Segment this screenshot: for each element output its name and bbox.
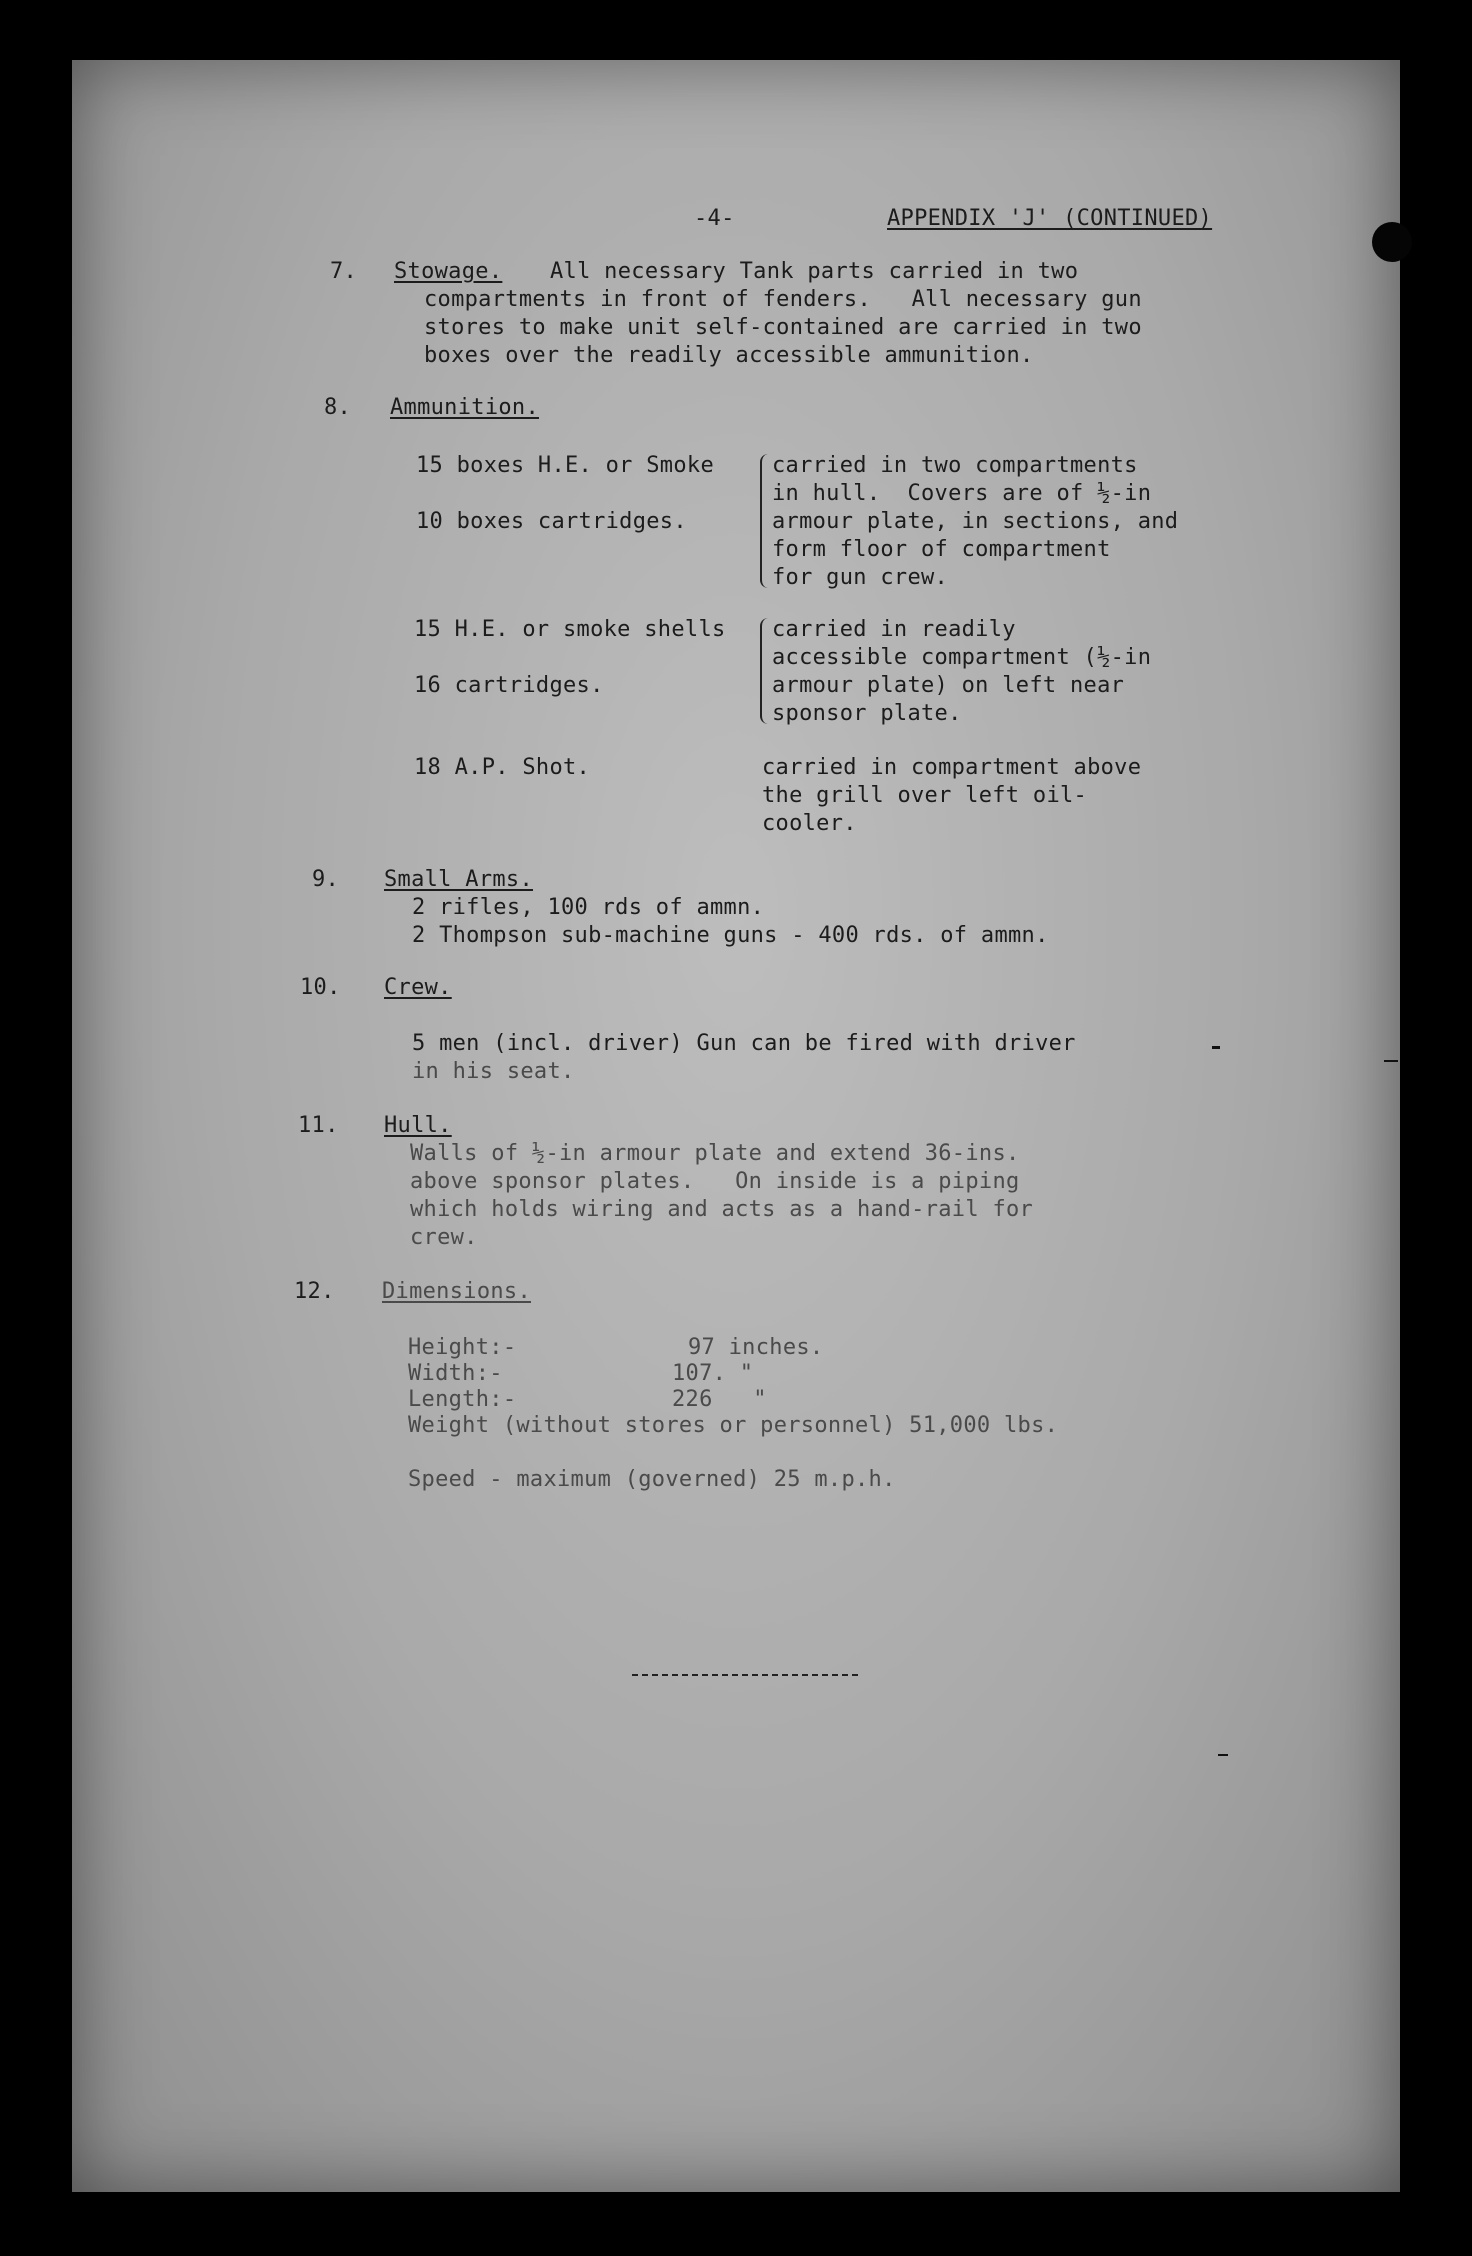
ammo-desc-line: carried in readily — [772, 617, 1016, 642]
ammo-desc-line: accessible compartment (½-in — [772, 645, 1152, 670]
paragraph-line: All necessary Tank parts carried in two — [550, 259, 1079, 284]
bracket — [760, 454, 770, 588]
section-number: 9. — [312, 867, 340, 892]
ammo-item: 16 cartridges. — [414, 673, 604, 698]
ammo-desc-line: form floor of compartment — [772, 537, 1111, 562]
ammo-desc-line: in hull. Covers are of ½-in — [772, 481, 1152, 506]
ammo-desc-line: armour plate) on left near — [772, 673, 1125, 698]
dimension-label: Height:- — [408, 1335, 517, 1360]
dimension-value: 107. " — [672, 1361, 754, 1386]
ammo-desc-line: armour plate, in sections, and — [772, 509, 1179, 534]
bracket — [760, 618, 770, 724]
section-number: 12. — [294, 1279, 335, 1304]
paragraph-line: 5 men (incl. driver) Gun can be fired with driver — [412, 1031, 1076, 1056]
dimension-label: Length:- — [408, 1387, 517, 1412]
weight-line: Weight (without stores or personnel) 51,000 lbs. — [408, 1413, 1059, 1438]
dimension-value: 226 " — [672, 1387, 767, 1412]
paragraph-line: 2 rifles, 100 rds of ammn. — [412, 895, 765, 920]
scan-speck — [1212, 1046, 1220, 1049]
paragraph-line: in his seat. — [412, 1059, 575, 1084]
paragraph-line: which holds wiring and acts as a hand-rail for — [410, 1197, 1034, 1222]
paragraph-line: stores to make unit self-contained are carried in two — [424, 315, 1142, 340]
dimension-value: 97 inches. — [688, 1335, 824, 1360]
paragraph-line: compartments in front of fenders. All necessary gun — [424, 287, 1142, 312]
speed-line: Speed - maximum (governed) 25 m.p.h. — [408, 1467, 896, 1492]
section-number: 10. — [300, 975, 341, 1000]
section-number: 11. — [298, 1113, 339, 1138]
section-title-ammunition: Ammunition. — [390, 395, 539, 420]
ammo-item: 18 A.P. Shot. — [414, 755, 591, 780]
section-title-crew: Crew. — [384, 975, 452, 1000]
punch-hole — [1372, 222, 1412, 262]
document-page — [72, 60, 1400, 2192]
appendix-heading: APPENDIX 'J' (CONTINUED) — [887, 206, 1213, 231]
ammo-desc-line: carried in two compartments — [772, 453, 1138, 478]
paragraph-line: 2 Thompson sub-machine guns - 400 rds. of ammn. — [412, 923, 1049, 948]
section-title-dimensions: Dimensions. — [382, 1279, 531, 1304]
paragraph-line: crew. — [410, 1225, 478, 1250]
ammo-item: 10 boxes cartridges. — [416, 509, 687, 534]
dimension-label: Width:- — [408, 1361, 503, 1386]
section-number: 8. — [324, 395, 352, 420]
section-title-small-arms: Small Arms. — [384, 867, 533, 892]
paragraph-line: Walls of ½-in armour plate and extend 36-ins. — [410, 1141, 1020, 1166]
page-number: -4- — [694, 206, 735, 231]
paragraph-line: above sponsor plates. On inside is a piping — [410, 1169, 1020, 1194]
ammo-desc-line: carried in compartment above — [762, 755, 1142, 780]
ammo-item: 15 H.E. or smoke shells — [414, 617, 726, 642]
closing-rule — [632, 1674, 858, 1676]
ammo-item: 15 boxes H.E. or Smoke — [416, 453, 714, 478]
ammo-desc-line: for gun crew. — [772, 565, 949, 590]
section-title-hull: Hull. — [384, 1113, 452, 1138]
section-number: 7. — [330, 259, 358, 284]
ammo-desc-line: the grill over left oil- — [762, 783, 1088, 808]
scan-speck — [1384, 1060, 1398, 1062]
ammo-desc-line: cooler. — [762, 811, 857, 836]
ammo-desc-line: sponsor plate. — [772, 701, 962, 726]
section-title-stowage: Stowage. — [394, 259, 503, 284]
paragraph-line: boxes over the readily accessible ammunition. — [424, 343, 1034, 368]
scan-speck — [1218, 1754, 1228, 1756]
